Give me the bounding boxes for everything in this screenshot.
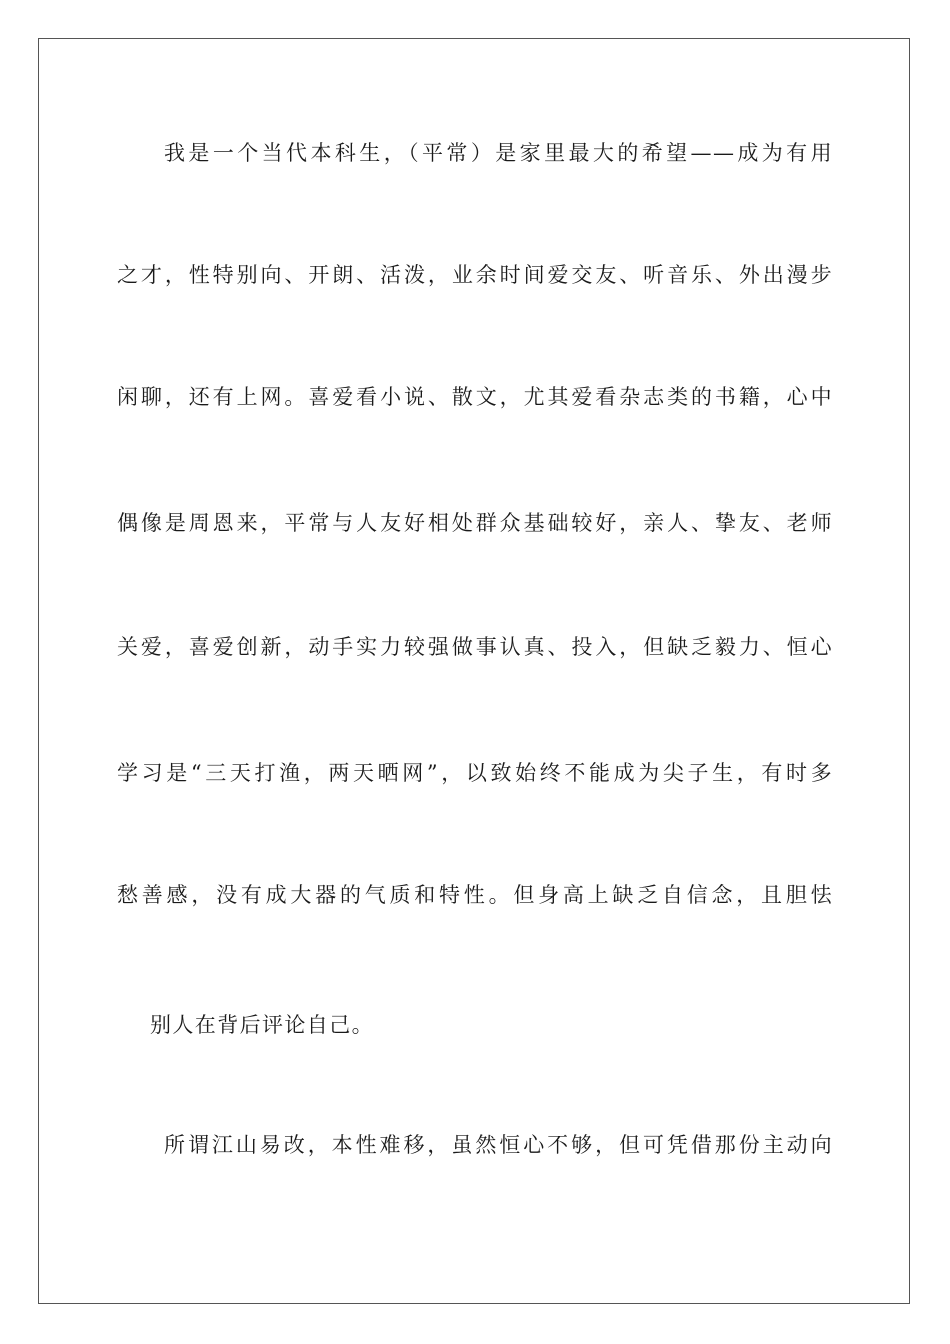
paragraph-line: 所谓江山易改，本性难移，虽然恒心不够，但可凭借那份主动向 bbox=[164, 1133, 833, 1157]
paragraph-line: 学习是“三天打渔，两天晒网”，以致始终不能成为尖子生，有时多 bbox=[117, 761, 833, 785]
paragraph-line: 关爱，喜爱创新，动手实力较强做事认真、投入，但缺乏毅力、恒心 bbox=[117, 635, 833, 659]
page-border bbox=[38, 38, 910, 1304]
paragraph-line: 偶像是周恩来，平常与人友好相处群众基础较好，亲人、挚友、老师 bbox=[117, 511, 833, 535]
paragraph-line: 闲聊，还有上网。喜爱看小说、散文，尤其爱看杂志类的书籍，心中 bbox=[117, 385, 833, 409]
paragraph-line: 之才，性特别向、开朗、活泼，业余时间爱交友、听音乐、外出漫步 bbox=[117, 263, 833, 287]
paragraph-line: 愁善感，没有成大器的气质和特性。但身高上缺乏自信念，且胆怯 bbox=[117, 883, 833, 907]
paragraph-line: 别人在背后评论自己。 bbox=[150, 1013, 374, 1037]
paragraph-line: 我是一个当代本科生，（平常）是家里最大的希望——成为有用 bbox=[164, 141, 833, 165]
